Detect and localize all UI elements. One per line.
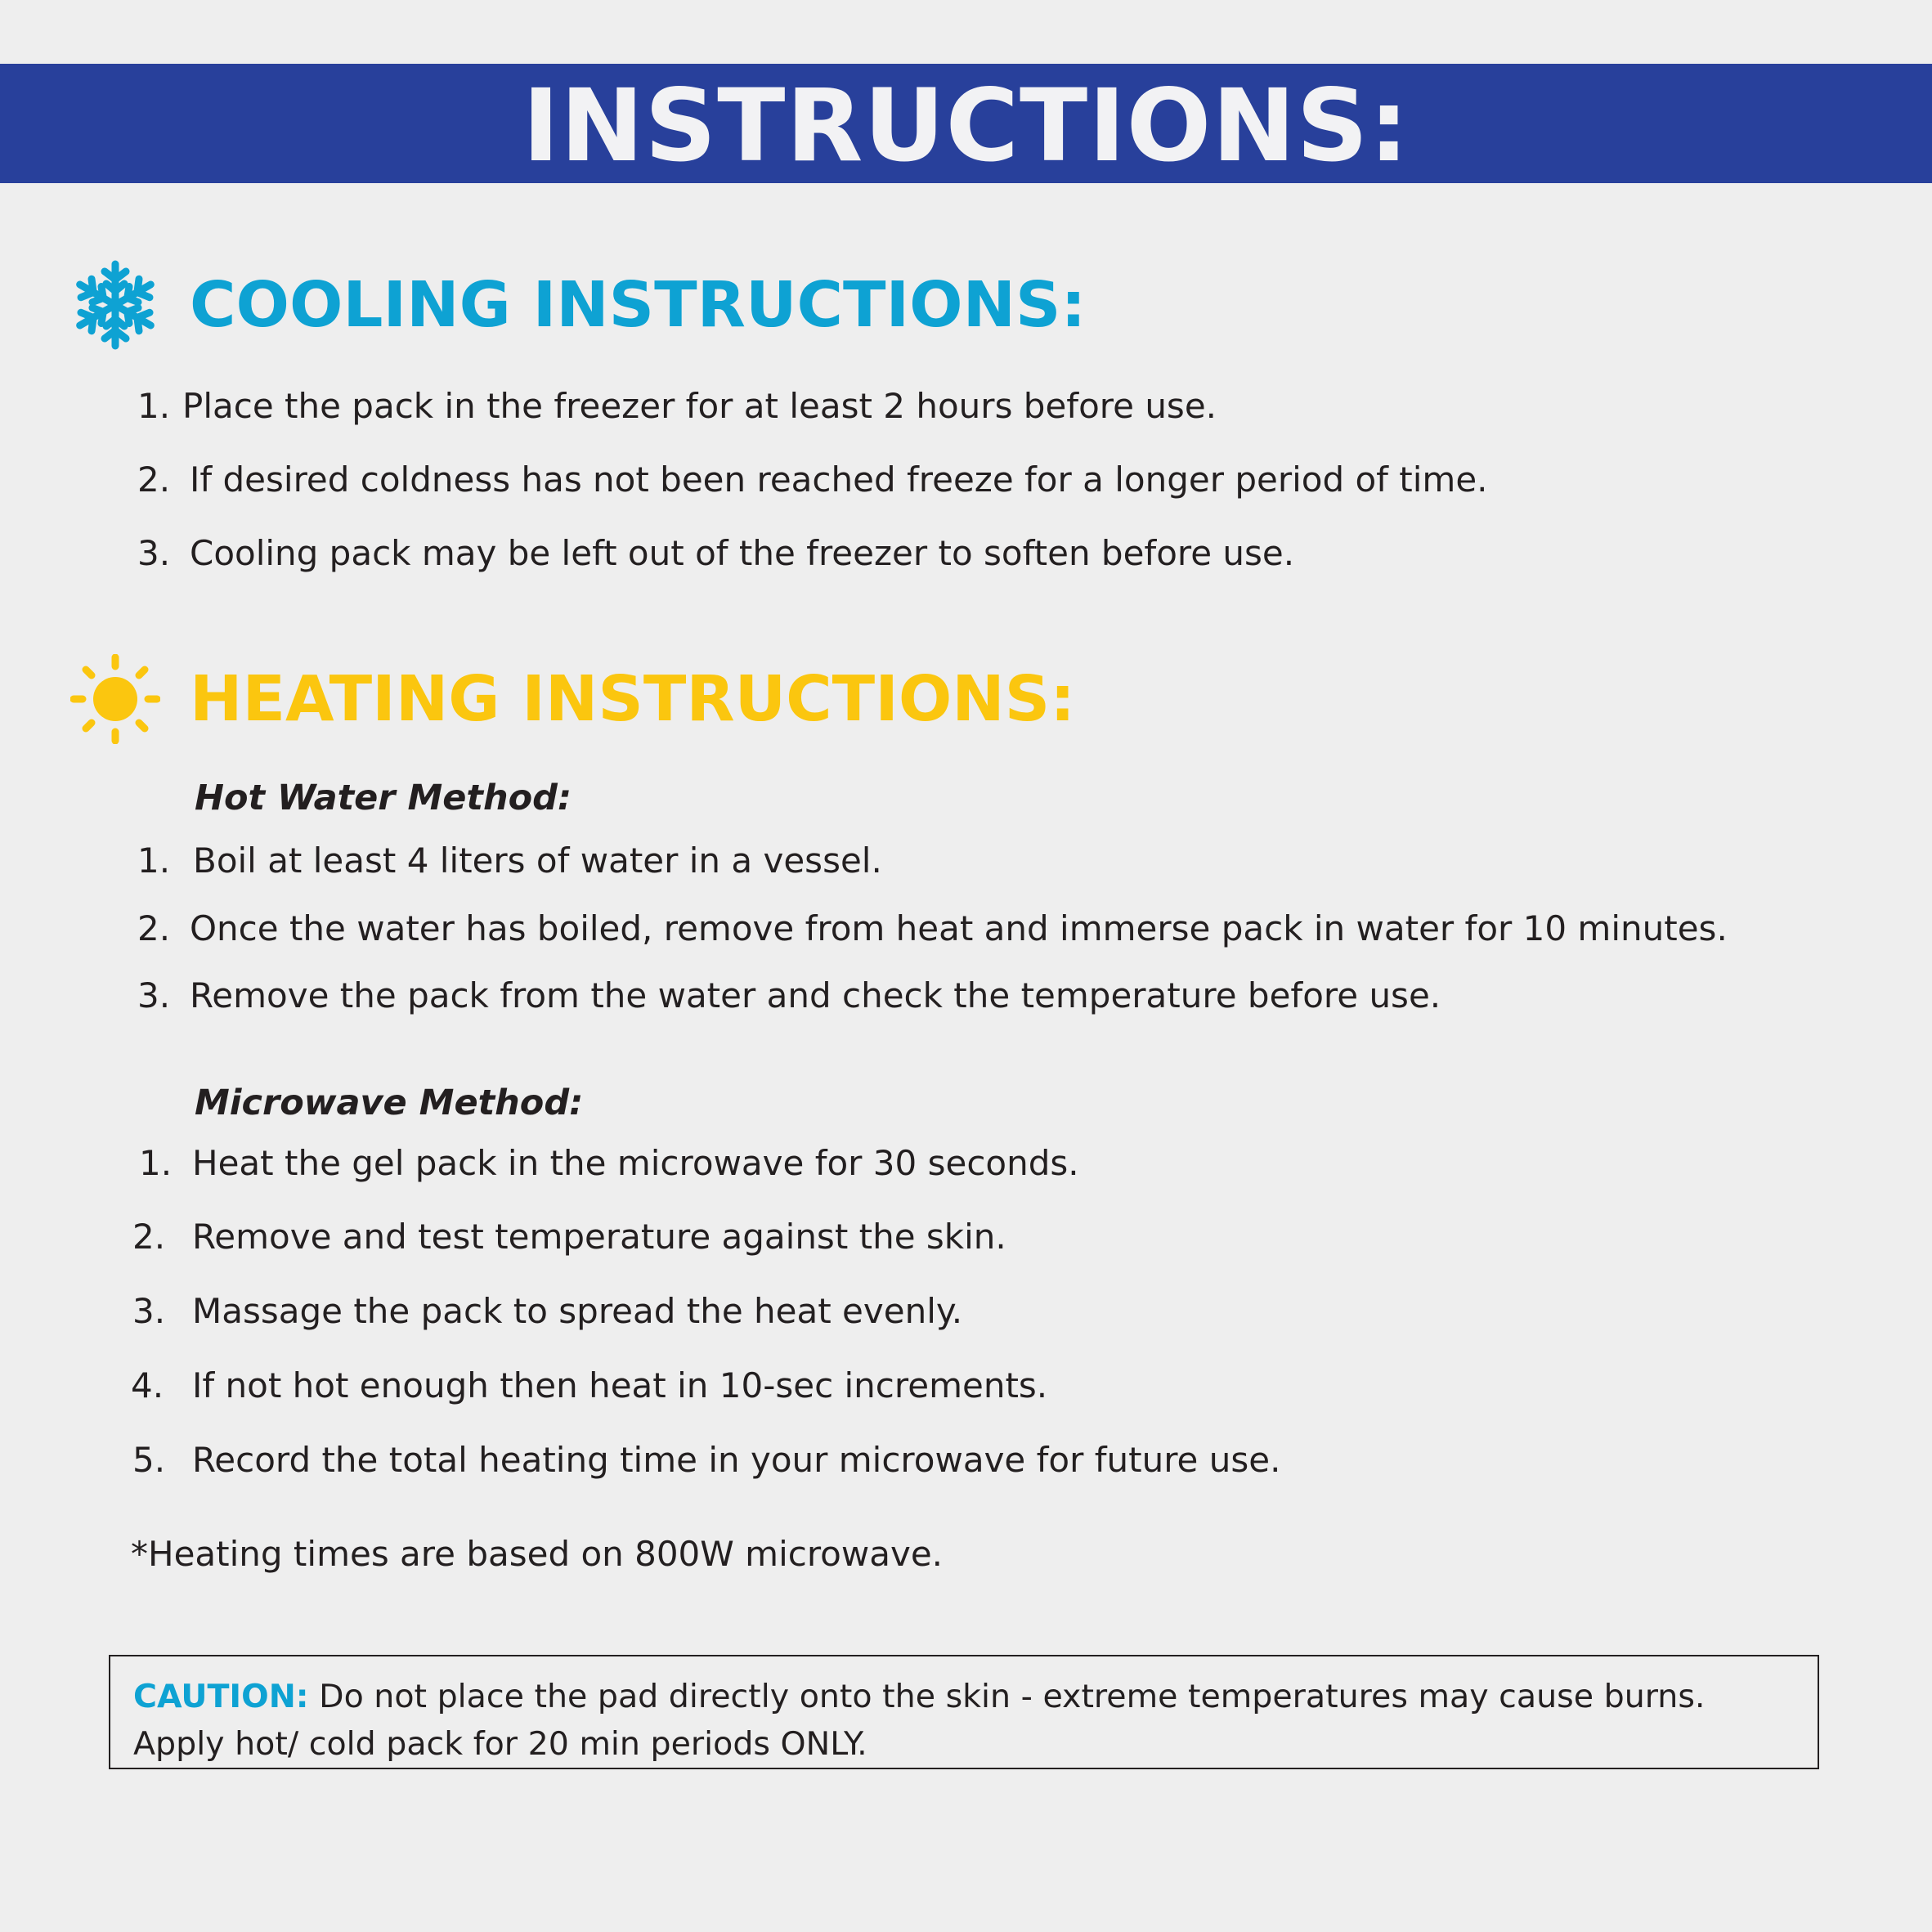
caution-label: CAUTION: xyxy=(133,1678,309,1715)
snowflake-icon xyxy=(70,260,160,350)
step-text: If desired coldness has not been reached freeze for a longer period of time. xyxy=(190,459,1488,500)
step-text: Record the total heating time in your microwave for future use. xyxy=(192,1440,1281,1480)
step-text: Remove and test temperature against the skin. xyxy=(192,1217,1006,1257)
caution-line-2 xyxy=(133,1720,1818,1768)
step-number: 2. xyxy=(137,908,171,948)
cooling-heading-text: COOLING INSTRUCTIONS: xyxy=(190,268,1087,342)
step-text: Boil at least 4 liters of water in a vessel. xyxy=(193,840,882,881)
step-text: Remove the pack from the water and check the temperature before use. xyxy=(190,975,1441,1015)
step-text: Place the pack in the freezer for at least 2 hours before use. xyxy=(182,386,1217,426)
step-number: 1. xyxy=(139,1143,173,1183)
step-text: If not hot enough then heat in 10-sec increments. xyxy=(192,1365,1048,1405)
heating-heading xyxy=(70,654,1075,744)
caution-text-2: Apply hot/ cold pack for 20 min periods ONLY. xyxy=(133,1725,867,1763)
step-text: Once the water has boiled, remove from heat and immerse pack in water for 10 minutes. xyxy=(190,908,1728,948)
page-title: INSTRUCTIONS: xyxy=(522,68,1410,184)
caution-text-1: Do not place the pad directly onto the skin - extreme temperatures may cause burns. xyxy=(308,1678,1706,1715)
step-number: 2. xyxy=(137,459,171,500)
step-number: 5. xyxy=(132,1440,166,1480)
step-number: 3. xyxy=(132,1291,166,1331)
microwave-method-title: Microwave Method: xyxy=(195,1083,584,1123)
step-number: 4. xyxy=(131,1365,164,1405)
step-number: 1. xyxy=(137,840,171,881)
step-number: 3. xyxy=(137,533,171,573)
instructions-banner xyxy=(0,64,1932,183)
step-number: 3. xyxy=(137,975,171,1015)
sun-icon xyxy=(70,654,160,744)
caution-box xyxy=(109,1655,1819,1769)
cooling-heading xyxy=(70,260,1086,350)
hot-water-method-title: Hot Water Method: xyxy=(195,778,572,818)
step-text: Heat the gel pack in the microwave for 30 seconds. xyxy=(192,1143,1079,1183)
heating-footnote: *Heating times are based on 800W microwave. xyxy=(131,1534,944,1574)
caution-line-1 xyxy=(133,1673,1818,1720)
heating-heading-text: HEATING INSTRUCTIONS: xyxy=(190,662,1076,736)
step-number: 1. xyxy=(137,386,171,426)
step-text: Cooling pack may be left out of the freezer to soften before use. xyxy=(190,533,1295,573)
step-text: Massage the pack to spread the heat evenly. xyxy=(192,1291,963,1331)
step-number: 2. xyxy=(132,1217,166,1257)
